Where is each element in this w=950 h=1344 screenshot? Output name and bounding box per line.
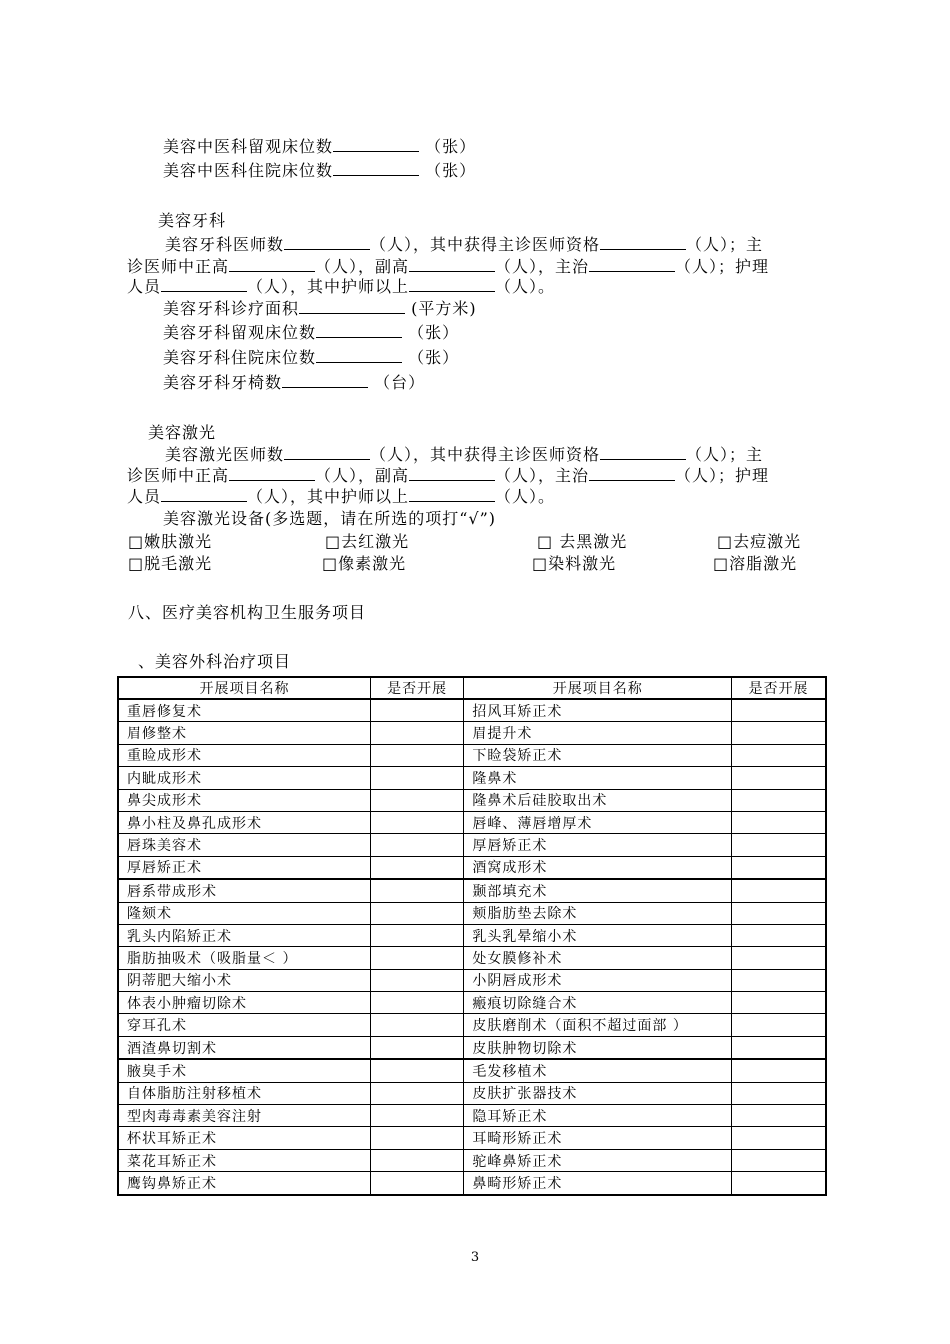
item-name-left: 眉修整术 [118,722,370,744]
laser-equipment-label: 美容激光设备(多选题，请在所选的项打“√”) [163,509,497,528]
item-name-right: 唇峰、薄唇增厚术 [464,811,732,833]
header-offered-left: 是否开展 [370,677,463,699]
offered-cell-right[interactable] [732,969,826,991]
item-name-right: 耳畸形矫正术 [464,1127,732,1149]
table-row [118,1014,826,1036]
item-name-left: 杯状耳矫正术 [118,1127,370,1149]
table-row [118,789,826,811]
dental-inpatient-field[interactable] [316,347,402,363]
table-header-row [118,677,826,699]
dental-heading: 美容牙科 [158,211,227,230]
laser-associate-field[interactable] [409,465,495,481]
surgery-items-table [117,676,827,1196]
laser-qualified-field[interactable] [600,444,686,460]
table-row [118,992,826,1014]
laser-option-pigment-removal[interactable]: □ 去黑激光 [537,532,628,551]
offered-cell-right[interactable] [732,767,826,789]
offered-cell-left[interactable] [370,947,463,969]
table-row [118,879,826,902]
dental-area-line: 美容牙科诊疗面积 (平方米) [163,299,477,318]
laser-option-rejuvenation[interactable]: □嫩肤激光 [128,532,213,551]
laser-option-red-removal[interactable]: □去红激光 [325,532,410,551]
table-body [118,699,826,1195]
offered-cell-left[interactable] [370,699,463,722]
offered-cell-left[interactable] [370,1082,463,1104]
item-name-left: 型肉毒毒素美容注射 [118,1105,370,1127]
tcm-inpatient-beds-field[interactable] [333,160,419,176]
item-name-right: 招风耳矫正术 [464,699,732,722]
laser-senior-field[interactable] [229,465,315,481]
section8-heading: 八、医疗美容机构卫生服务项目 [128,603,367,622]
item-name-left: 鼻小柱及鼻孔成形术 [118,811,370,833]
table-row [118,699,826,722]
laser-nurses-field[interactable] [161,486,247,502]
tcm-observe-beds-line: 美容中医科留观床位数 （张） [163,137,477,156]
item-name-left: 脂肪抽吸术（吸脂量＜ ） [118,947,370,969]
item-name-left: 唇珠美容术 [118,834,370,856]
dental-doctors-field[interactable] [284,234,370,250]
laser-nurses-line: 人员 （人），其中护师以上 （人）。 [127,487,556,506]
offered-cell-right[interactable] [732,1059,826,1082]
table-row [118,767,826,789]
dental-nurses-line: 人员 （人），其中护师以上 （人）。 [127,277,556,296]
offered-cell-right[interactable] [732,834,826,856]
offered-cell-left[interactable] [370,1014,463,1036]
table-row [118,902,826,924]
item-name-right: 乳头乳晕缩小术 [464,924,732,946]
offered-cell-left[interactable] [370,1059,463,1082]
table-row [118,834,826,856]
dental-doctors-line: 美容牙科医师数 （人），其中获得主诊医师资格 （人）；主 [165,235,764,254]
table-row [118,811,826,833]
laser-option-lipolysis[interactable]: □溶脂激光 [713,554,798,573]
table-row [118,1127,826,1149]
page-number: 3 [470,1250,480,1265]
item-name-right: 鼻畸形矫正术 [464,1172,732,1195]
offered-cell-left[interactable] [370,834,463,856]
laser-doctors-field[interactable] [284,444,370,460]
offered-cell-right[interactable] [732,924,826,946]
laser-doctors-line: 美容激光医师数 （人），其中获得主诊医师资格 （人）；主 [165,445,764,464]
laser-option-fractional[interactable]: □像素激光 [322,554,407,573]
item-name-right: 厚唇矫正术 [464,834,732,856]
item-name-left: 腋臭手术 [118,1059,370,1082]
offered-cell-left[interactable] [370,1105,463,1127]
table-row [118,924,826,946]
header-offered-right: 是否开展 [732,677,826,699]
table-row [118,1036,826,1059]
item-name-left: 鼻尖成形术 [118,789,370,811]
table-row [118,856,826,879]
offered-cell-left[interactable] [370,744,463,766]
item-name-left: 酒渣鼻切割术 [118,1036,370,1059]
laser-attending-field[interactable] [589,465,675,481]
offered-cell-right[interactable] [732,1036,826,1059]
offered-cell-right[interactable] [732,1082,826,1104]
table-row [118,1149,826,1171]
offered-cell-right[interactable] [732,1014,826,1036]
dental-senior-nurses-field[interactable] [409,276,495,292]
item-name-right: 颞部填充术 [464,879,732,902]
laser-option-hair-removal[interactable]: □脱毛激光 [128,554,213,573]
item-name-right: 隐耳矫正术 [464,1105,732,1127]
item-name-right: 处女膜修补术 [464,947,732,969]
item-name-left: 唇系带成形术 [118,879,370,902]
item-name-left: 厚唇矫正术 [118,856,370,879]
dental-chairs-field[interactable] [282,372,368,388]
offered-cell-right[interactable] [732,1149,826,1171]
item-name-right: 隆鼻术后硅胶取出术 [464,789,732,811]
offered-cell-left[interactable] [370,902,463,924]
table-row [118,1082,826,1104]
offered-cell-left[interactable] [370,856,463,879]
tcm-observe-beds-field[interactable] [333,136,419,152]
item-name-right: 酒窝成形术 [464,856,732,879]
offered-cell-left[interactable] [370,767,463,789]
item-name-right: 毛发移植术 [464,1059,732,1082]
dental-observe-line: 美容牙科留观床位数 （张） [163,323,460,342]
item-name-left: 重睑成形术 [118,744,370,766]
offered-cell-left[interactable] [370,879,463,902]
item-name-right: 皮肤磨削术（面积不超过面部 ） [464,1014,732,1036]
dental-chairs-line: 美容牙科牙椅数 （台） [163,373,426,392]
item-name-left: 鹰钩鼻矫正术 [118,1172,370,1195]
laser-ranks-line: 诊医师中正高 （人），副高 （人），主治 （人）；护理 [127,466,770,485]
dental-nurses-field[interactable] [161,276,247,292]
offered-cell-left[interactable] [370,992,463,1014]
offered-cell-left[interactable] [370,924,463,946]
offered-cell-right[interactable] [732,699,826,722]
item-name-right: 驼峰鼻矫正术 [464,1149,732,1171]
offered-cell-left[interactable] [370,1172,463,1195]
section8-subheading: 、美容外科治疗项目 [138,652,292,671]
offered-cell-right[interactable] [732,879,826,902]
table-row [118,1172,826,1195]
offered-cell-right[interactable] [732,789,826,811]
offered-cell-left[interactable] [370,722,463,744]
dental-ranks-line: 诊医师中正高 （人），副高 （人），主治 （人）；护理 [127,257,770,276]
item-name-left: 隆颏术 [118,902,370,924]
header-item-name-left: 开展项目名称 [118,677,370,699]
item-name-left: 菜花耳矫正术 [118,1149,370,1171]
item-name-right: 皮肤肿物切除术 [464,1036,732,1059]
laser-option-dye[interactable]: □染料激光 [532,554,617,573]
item-name-left: 重唇修复术 [118,699,370,722]
offered-cell-right[interactable] [732,744,826,766]
table-row [118,722,826,744]
offered-cell-left[interactable] [370,789,463,811]
offered-cell-right[interactable] [732,811,826,833]
dental-senior-field[interactable] [229,256,315,272]
laser-senior-nurses-field[interactable] [409,486,495,502]
offered-cell-right[interactable] [732,1105,826,1127]
item-name-right: 小阴唇成形术 [464,969,732,991]
item-name-right: 下睑袋矫正术 [464,744,732,766]
offered-cell-right[interactable] [732,947,826,969]
dental-inpatient-line: 美容牙科住院床位数 （张） [163,348,460,367]
dental-associate-field[interactable] [409,256,495,272]
offered-cell-left[interactable] [370,1149,463,1171]
item-name-right: 隆鼻术 [464,767,732,789]
offered-cell-left[interactable] [370,969,463,991]
offered-cell-left[interactable] [370,1127,463,1149]
tcm-inpatient-beds-line: 美容中医科住院床位数 （张） [163,161,477,180]
item-name-left: 内眦成形术 [118,767,370,789]
header-item-name-right: 开展项目名称 [464,677,732,699]
dental-area-field[interactable] [299,298,405,314]
offered-cell-right[interactable] [732,1172,826,1195]
offered-cell-right[interactable] [732,856,826,879]
item-name-left: 自体脂肪注射移植术 [118,1082,370,1104]
offered-cell-right[interactable] [732,902,826,924]
item-name-right: 皮肤扩张器技术 [464,1082,732,1104]
table-row [118,1105,826,1127]
offered-cell-right[interactable] [732,722,826,744]
item-name-right: 颊脂肪垫去除术 [464,902,732,924]
item-name-right: 眉提升术 [464,722,732,744]
offered-cell-left[interactable] [370,1036,463,1059]
item-name-left: 阴蒂肥大缩小术 [118,969,370,991]
offered-cell-right[interactable] [732,992,826,1014]
table-row [118,744,826,766]
dental-qualified-field[interactable] [600,234,686,250]
dental-attending-field[interactable] [589,256,675,272]
table-row [118,969,826,991]
table-row [118,947,826,969]
dental-observe-field[interactable] [316,322,402,338]
laser-option-acne[interactable]: □去痘激光 [717,532,802,551]
item-name-left: 体表小肿瘤切除术 [118,992,370,1014]
laser-heading: 美容激光 [148,423,217,442]
item-name-left: 乳头内陷矫正术 [118,924,370,946]
table-row [118,1059,826,1082]
offered-cell-left[interactable] [370,811,463,833]
item-name-right: 瘢痕切除缝合术 [464,992,732,1014]
offered-cell-right[interactable] [732,1127,826,1149]
item-name-left: 穿耳孔术 [118,1014,370,1036]
